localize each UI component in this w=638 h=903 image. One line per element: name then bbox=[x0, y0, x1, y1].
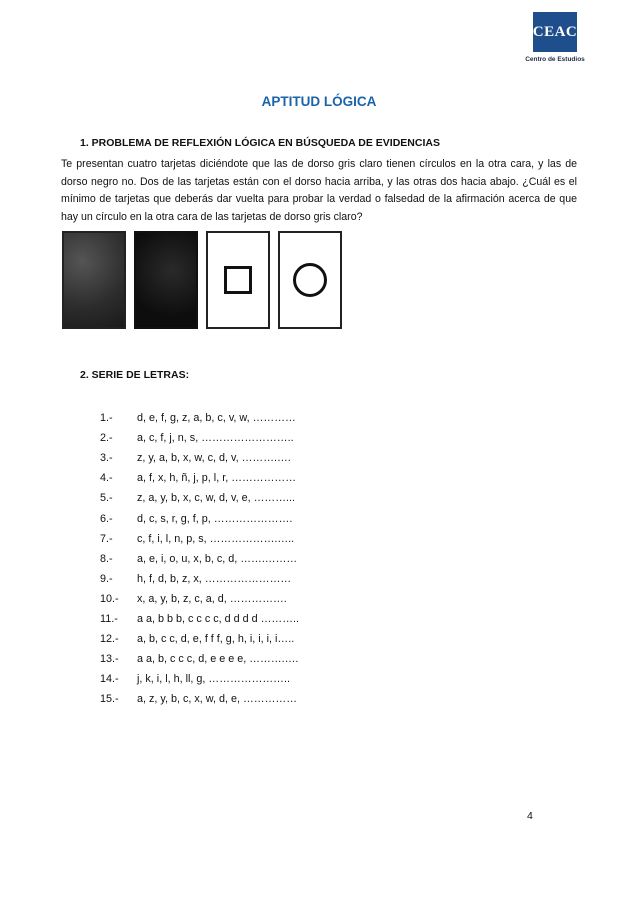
item-text: a, f, x, h, ñ, j, p, l, r, ……………… bbox=[137, 472, 296, 485]
item-number: 13.- bbox=[100, 653, 119, 666]
list-item bbox=[100, 488, 520, 508]
card-circle-face bbox=[278, 231, 342, 329]
page-number: 4 bbox=[527, 810, 533, 822]
item-text: c, f, i, l, n, p, s, ……………….….. bbox=[137, 532, 295, 545]
item-number: 10.- bbox=[100, 592, 119, 605]
list-item bbox=[100, 408, 520, 428]
item-text: x, a, y, b, z, c, a, d, ……………. bbox=[137, 592, 287, 605]
section1-heading: 1. PROBLEMA DE REFLEXIÓN LÓGICA EN BÚSQUEDA DE EVIDENCIAS bbox=[80, 137, 440, 149]
card-black-back bbox=[134, 231, 198, 329]
item-text: d, e, f, g, z, a, b, c, v, w, ………… bbox=[137, 412, 296, 425]
item-text: a, b, c c, d, e, f f f, g, h, i, i, i, i….. bbox=[137, 633, 295, 646]
list-item bbox=[100, 569, 520, 589]
item-text: a, c, f, j, n, s, …………………….. bbox=[137, 432, 294, 445]
item-number: 8.- bbox=[100, 552, 113, 565]
item-text: j, k, i, l, h, ll, g, ………………….. bbox=[137, 673, 290, 686]
item-number: 15.- bbox=[100, 693, 119, 706]
item-text: h, f, d, b, z, x, …………………… bbox=[137, 572, 292, 585]
logo-subtitle: Centro de Estudios bbox=[525, 56, 585, 63]
circle-shape bbox=[293, 263, 327, 297]
item-text: a a, b b b, c c c c, d d d d ……….. bbox=[137, 612, 300, 625]
item-number: 2.- bbox=[100, 432, 113, 445]
letter-series-list bbox=[100, 408, 520, 709]
item-text: z, y, a, b, x, w, c, d, v, ……….…. bbox=[137, 452, 291, 465]
list-item bbox=[100, 468, 520, 488]
item-number: 11.- bbox=[100, 612, 118, 625]
list-item bbox=[100, 649, 520, 669]
item-number: 1.- bbox=[100, 412, 113, 425]
list-item bbox=[100, 448, 520, 468]
list-item bbox=[100, 529, 520, 549]
item-number: 9.- bbox=[100, 572, 113, 585]
section1-paragraph: Te presentan cuatro tarjetas diciéndote que las de dorso gris claro tienen círculos en la otra cara, y las de dorso negro no. Dos de las tarjetas están con el dorso hacia arriba, y las otras dos hacia abajo. ¿Cuál es el mínimo de tarjetas que deberás dar vuelta para probar la verdad o falsedad de la afirmación acerca de que hay un círculo en la otra cara de las tarjetas de dorso gris claro? bbox=[61, 158, 577, 223]
list-item bbox=[100, 609, 520, 629]
item-text: a a, b, c c c, d, e e e e, ……….…. bbox=[137, 653, 299, 666]
ceac-logo bbox=[523, 12, 587, 66]
cards-figure bbox=[62, 231, 352, 331]
list-item bbox=[100, 669, 520, 689]
item-number: 14.- bbox=[100, 673, 119, 686]
item-number: 5.- bbox=[100, 492, 113, 505]
item-number: 6.- bbox=[100, 512, 113, 525]
item-text: a, e, i, o, u, x, b, c, d, …….……… bbox=[137, 552, 298, 565]
section2-heading: 2. SERIE DE LETRAS: bbox=[80, 369, 190, 381]
item-text: z, a, y, b, x, c, w, d, v, e, ………... bbox=[137, 492, 295, 505]
list-item bbox=[100, 549, 520, 569]
logo-box: CEAC bbox=[533, 12, 577, 52]
square-shape bbox=[224, 266, 252, 294]
card-light-gray-back bbox=[62, 231, 126, 329]
list-item bbox=[100, 508, 520, 528]
list-item bbox=[100, 428, 520, 448]
item-text: d, c, s, r, g, f, p, …………………. bbox=[137, 512, 293, 525]
item-text: a, z, y, b, c, x, w, d, e, …………… bbox=[137, 693, 297, 706]
list-item bbox=[100, 629, 520, 649]
page-title: APTITUD LÓGICA bbox=[261, 94, 377, 109]
item-number: 12.- bbox=[100, 633, 119, 646]
item-number: 7.- bbox=[100, 532, 113, 545]
list-item bbox=[100, 689, 520, 709]
item-number: 4.- bbox=[100, 472, 113, 485]
card-square-face bbox=[206, 231, 270, 329]
item-number: 3.- bbox=[100, 452, 113, 465]
list-item bbox=[100, 589, 520, 609]
